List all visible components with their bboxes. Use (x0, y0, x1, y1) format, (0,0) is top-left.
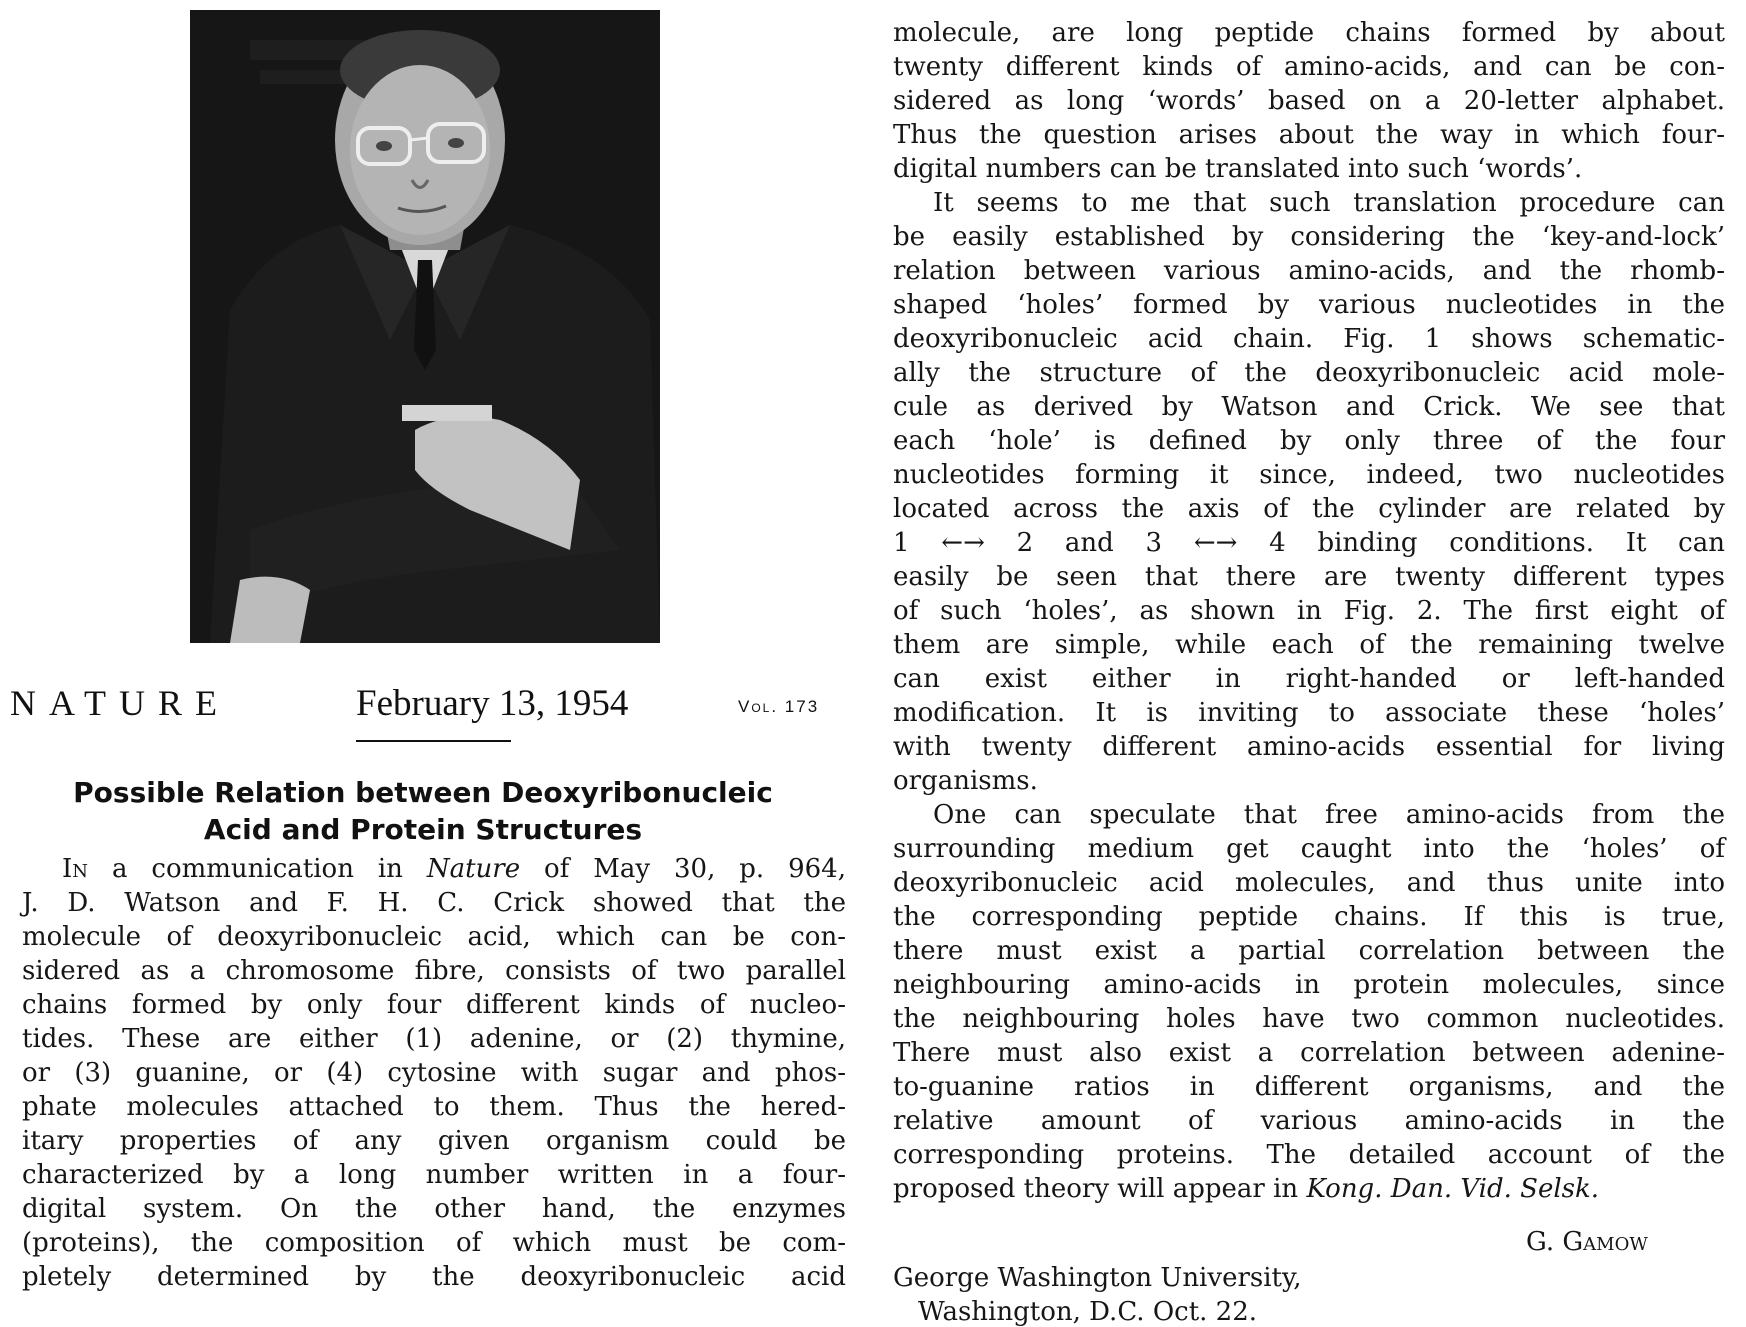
body-line: the neighbouring holes have two common nucleotides. (893, 1004, 1725, 1034)
body-line: sidered as a chromosome fibre, consists of two parallel (22, 956, 846, 986)
body-line: or (3) guanine, or (4) cytosine with sugar and phos- (22, 1058, 846, 1088)
author-signature: G. Gamow (1526, 1227, 1648, 1257)
body-line: relative amount of various amino-acids in the (893, 1106, 1725, 1136)
body-line: to-guanine ratios in different organisms, and the (893, 1072, 1725, 1102)
body-line: located across the axis of the cylinder are related by (893, 494, 1725, 524)
body-line: characterized by a long number written in a four- (22, 1160, 846, 1190)
body-line: relation between various amino-acids, and the rhomb- (893, 256, 1725, 286)
body-line: easily be seen that there are twenty different types (893, 562, 1725, 592)
body-line: J. D. Watson and F. H. C. Crick showed that the (22, 888, 846, 918)
body-line: tides. These are either (1) adenine, or (2) thymine, (22, 1024, 846, 1054)
body-column-left (22, 852, 846, 1294)
body-line: pletely determined by the deoxyribonucleic acid (22, 1262, 846, 1292)
journal-reference-italic: Nature (426, 854, 521, 884)
body-line: molecule, are long peptide chains formed by about (893, 18, 1725, 48)
body-line: be easily established by considering the ‘key-and-lock’ (893, 222, 1725, 252)
body-line: deoxyribonucleic acid chain. Fig. 1 shows schematic- (893, 324, 1725, 354)
body-line: each ‘hole’ is defined by only three of the four (893, 426, 1725, 456)
body-line: itary properties of any given organism could be (22, 1126, 846, 1156)
body-line: In a communication in Nature of May 30, p. 964, (62, 854, 846, 884)
article-title-line-2: Acid and Protein Structures (203, 813, 643, 846)
date-underline-rule (356, 740, 511, 742)
body-line: of such ‘holes’, as shown in Fig. 2. The first eight of (893, 596, 1725, 626)
article-title-line-1: Possible Relation between Deoxyribonucleic (73, 776, 773, 809)
author-portrait-photo (190, 10, 660, 643)
body-line: can exist either in right-handed or left-handed (893, 664, 1725, 694)
body-line: deoxyribonucleic acid molecules, and thus unite into (893, 868, 1725, 898)
body-line: the corresponding peptide chains. If this is true, (893, 902, 1725, 932)
paragraph-start-line: It seems to me that such translation procedure can (933, 188, 1725, 218)
body-line: digital system. On the other hand, the enzymes (22, 1194, 846, 1224)
issue-date: February 13, 1954 (356, 683, 629, 724)
body-line: chains formed by only four different kinds of nucleo- (22, 990, 846, 1020)
author-location-date: Washington, D.C. Oct. 22. (918, 1297, 1258, 1327)
body-line: Thus the question arises about the way in which four- (893, 120, 1725, 150)
body-line: them are simple, while each of the remaining twelve (893, 630, 1725, 660)
author-affiliation: George Washington University, (893, 1263, 1302, 1293)
body-line: with twenty different amino-acids essential for living (893, 732, 1725, 762)
journal-reference-italic: Kong. Dan. Vid. Selsk. (1306, 1174, 1600, 1204)
portrait-illustration (190, 10, 660, 643)
body-line: organisms. (893, 766, 1038, 796)
body-line: nucleotides forming it since, indeed, two nucleotides (893, 460, 1725, 490)
body-line: shaped ‘holes’ formed by various nucleotides in the (893, 290, 1725, 320)
body-column-right (893, 16, 1725, 1206)
body-line: cule as derived by Watson and Crick. We see that (893, 392, 1725, 422)
body-line: 1 ←→ 2 and 3 ←→ 4 binding conditions. It can (893, 528, 1725, 558)
body-line: sidered as long ‘words’ based on a 20-letter alphabet. (893, 86, 1725, 116)
body-line: twenty different kinds of amino-acids, and can be con- (893, 52, 1725, 82)
body-line: There must also exist a correlation between adenine- (893, 1038, 1725, 1068)
body-line: there must exist a partial correlation between the (893, 936, 1725, 966)
article-title (0, 774, 846, 848)
volume-number: Vol. 173 (738, 697, 820, 716)
paragraph-start-line: One can speculate that free amino-acids from the (933, 800, 1725, 830)
body-line: molecule of deoxyribonucleic acid, which can be con- (22, 922, 846, 952)
journal-masthead (0, 682, 880, 742)
body-line: (proteins), the composition of which must be com- (22, 1228, 846, 1258)
body-line: digital numbers can be translated into such ‘words’. (893, 154, 1583, 184)
body-line: corresponding proteins. The detailed account of the (893, 1140, 1725, 1170)
body-line: phate molecules attached to them. Thus the hered- (22, 1092, 846, 1122)
body-line: neighbouring amino-acids in protein molecules, since (893, 970, 1725, 1000)
journal-name: NATURE (10, 683, 230, 723)
body-line: ally the structure of the deoxyribonucleic acid mole- (893, 358, 1725, 388)
body-line: surrounding medium get caught into the ‘holes’ of (893, 834, 1725, 864)
body-line: proposed theory will appear in Kong. Dan. Vid. Selsk. (893, 1174, 1600, 1204)
drop-smallcaps-opener: In (62, 854, 89, 884)
body-line: modification. It is inviting to associate these ‘holes’ (893, 698, 1725, 728)
